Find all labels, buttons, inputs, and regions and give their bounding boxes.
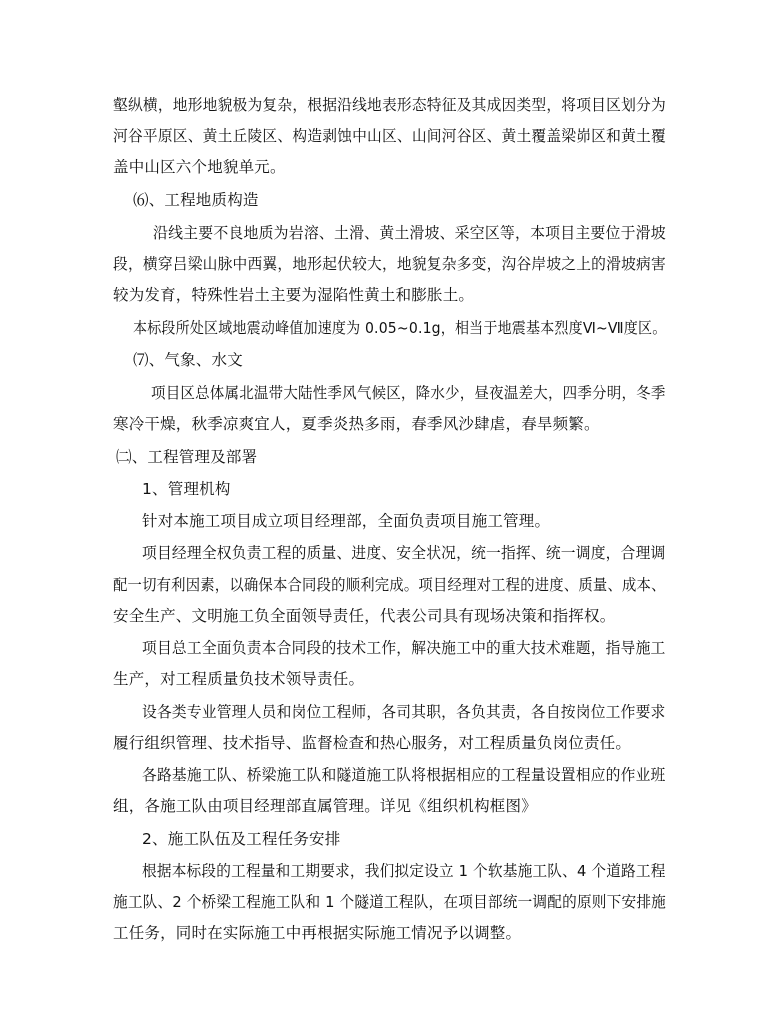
section-heading: ㈡、工程管理及部署 bbox=[116, 448, 258, 466]
text-line: 寒冷干燥，秋季凉爽宜人，夏季炎热多雨，春季风沙肆虐，春旱频繁。 bbox=[113, 415, 600, 433]
text-line: 根据本标段的工程量和工期要求，我们拟定设立 1 个软基施工队、4 个道路工程 bbox=[142, 862, 666, 880]
text-line: 生产，对工程质量负技术领导责任。 bbox=[113, 670, 365, 688]
text-line: 工任务，同时在实际施工中再根据实际施工情况予以调整。 bbox=[113, 924, 522, 942]
text-line: 配一切有利因素，以确保本合同段的顺利完成。项目经理对工程的进度、质量、成本、 bbox=[113, 576, 666, 594]
text-line: 盖中山区六个地貌单元。 bbox=[113, 158, 286, 176]
text-line: 项目总工全面负责本合同段的技术工作，解决施工中的重大技术难题，指导施工 bbox=[142, 639, 666, 657]
text-line: 项目经理全权负责工程的质量、进度、安全状况，统一指挥、统一调度，合理调 bbox=[142, 544, 666, 562]
section-heading: ⑺、气象、水文 bbox=[133, 351, 243, 369]
subsection-heading: 2、施工队伍及工程任务安排 bbox=[142, 830, 341, 848]
section-heading: ⑹、工程地质构造 bbox=[133, 191, 259, 209]
text-line: 针对本施工项目成立项目经理部，全面负责项目施工管理。 bbox=[142, 512, 551, 530]
text-line: 本标段所处区域地震动峰值加速度为 0.05~0.1g，相当于地震基本烈度Ⅵ~Ⅶ度区。 bbox=[133, 319, 667, 337]
text-line: 较为发育，特殊性岩土主要为湿陷性黄土和膨胀土。 bbox=[113, 286, 475, 304]
text-line: 组，各施工队由项目经理部直属管理。详见《组织机构框图》 bbox=[113, 797, 537, 815]
text-line: 河谷平原区、黄土丘陵区、构造剥蚀中山区、山间河谷区、黄土覆盖梁峁区和黄土覆 bbox=[113, 127, 666, 145]
text-line: 施工队、2 个桥梁工程施工队和 1 个隧道工程队，在项目部统一调配的原则下安排施 bbox=[113, 893, 667, 911]
text-line: 安全生产、文明施工负全面领导责任，代表公司具有现场决策和指挥权。 bbox=[113, 607, 616, 625]
text-line: 沿线主要不良地质为岩溶、土滑、黄土滑坡、采空区等，本项目主要位于滑坡 bbox=[153, 224, 666, 242]
text-line: 壑纵横，地形地貌极为复杂，根据沿线地表形态特征及其成因类型，将项目区划分为 bbox=[113, 96, 666, 114]
subsection-heading: 1、管理机构 bbox=[142, 480, 231, 498]
text-line: 各路基施工队、桥梁施工队和隧道施工队将根据相应的工程量设置相应的作业班 bbox=[142, 766, 666, 784]
text-line: 履行组织管理、技术指导、监督检查和热心服务，对工程质量负岗位责任。 bbox=[113, 734, 632, 752]
text-line: 项目区总体属北温带大陆性季风气候区，降水少，昼夜温差大，四季分明，冬季 bbox=[151, 384, 666, 402]
text-line: 设各类专业管理人员和岗位工程师，各司其职，各负其责，各自按岗位工作要求 bbox=[142, 703, 666, 721]
text-line: 段，横穿吕梁山脉中西翼，地形起伏较大，地貌复杂多变，沟谷岸坡之上的滑坡病害 bbox=[113, 255, 666, 273]
